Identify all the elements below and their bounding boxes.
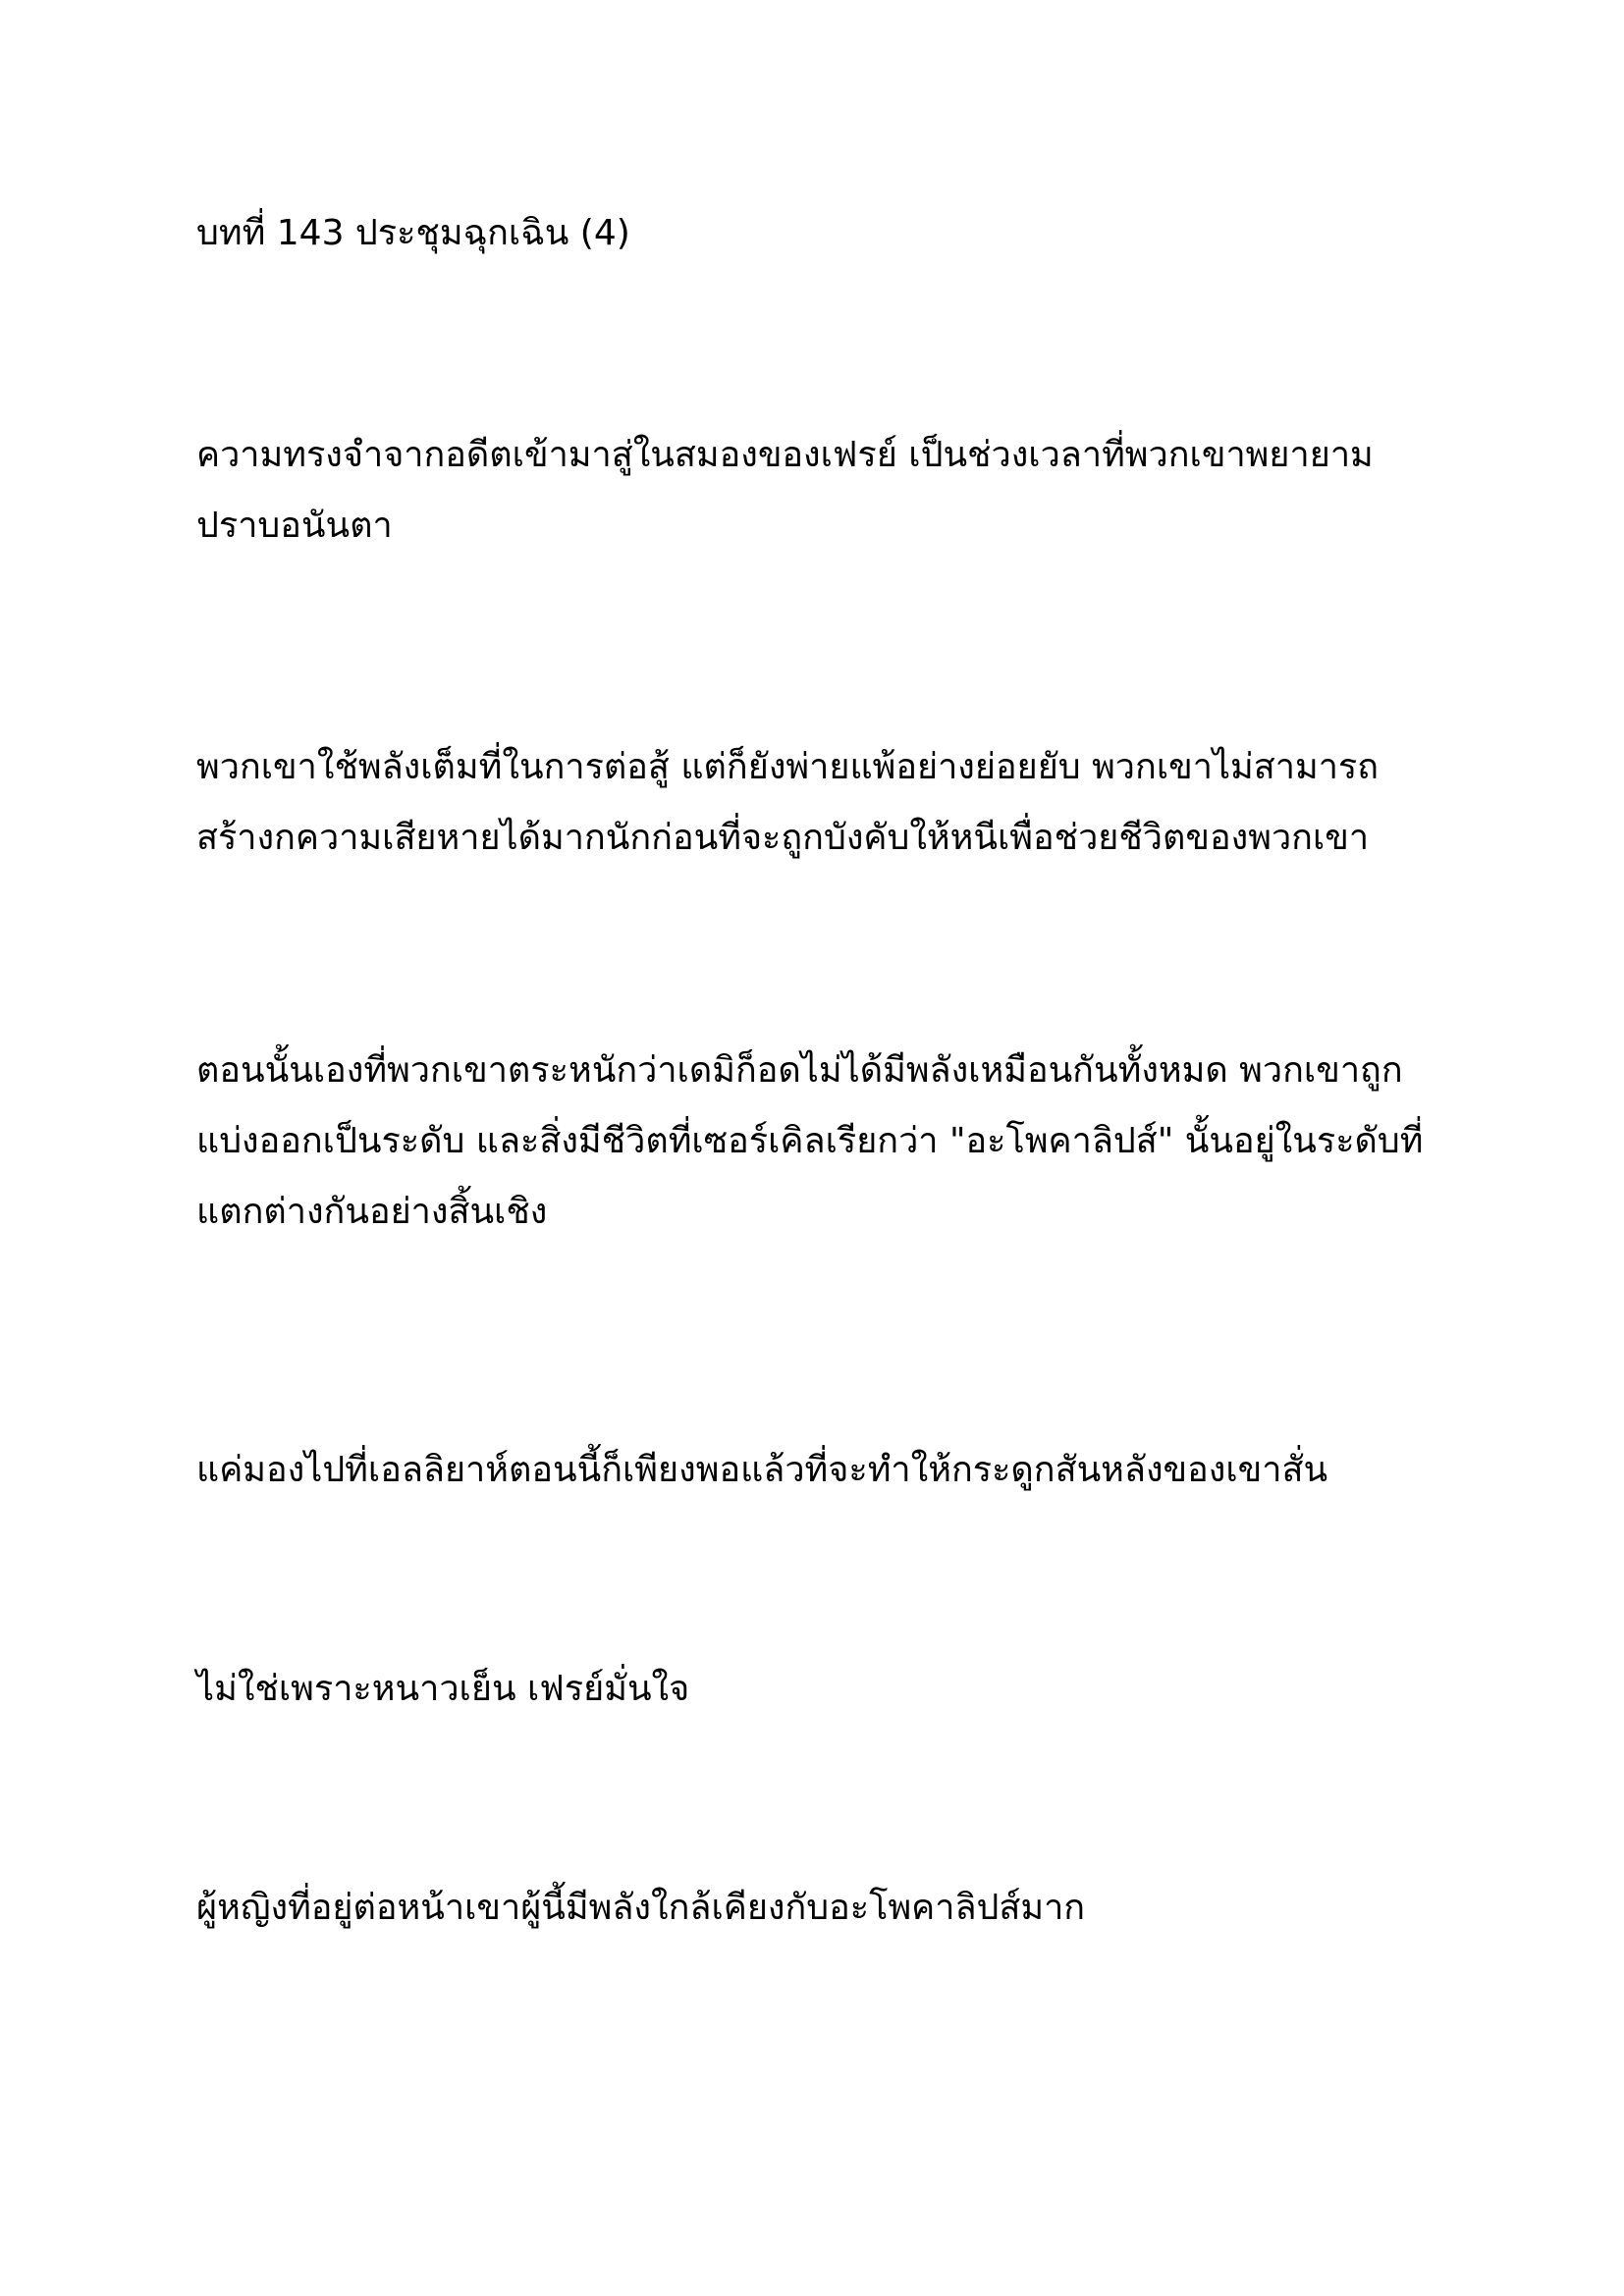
paragraph-5 [196, 1654, 1434, 1725]
paragraph-3 [196, 1036, 1434, 1248]
paragraph-line: ปราบอนันตา [196, 506, 393, 546]
paragraph-4 [196, 1435, 1434, 1506]
paragraph-line: ไม่ใช่เพราะหนาวเย็น เฟรย์มั่นใจ [196, 1669, 690, 1709]
paragraph-line: ผู้หญิงที่อยู่ต่อหน้าเขาผู้นี้มีพลังใกล้เคียงกับอะโพคาลิปส์มาก [196, 1888, 1086, 1928]
paragraph-line: ความทรงจำจากอดีตเข้ามาสู่ในสมองของเฟรย์ เป็นช่วงเวลาที่พวกเขาพยายาม [196, 435, 1374, 475]
chapter-title [196, 198, 1434, 269]
paragraph-line: พวกเขาใช้พลังเต็มที่ในการต่อสู้ แต่ก็ยังพ่ายแพ้อย่างย่อยยับ พวกเขาไม่สามารถ [196, 747, 1380, 787]
paragraph-line: ตอนนั้นเองที่พวกเขาตระหนักว่าเดมิก็อดไม่ได้มีพลังเหมือนกันทั้งหมด พวกเขาถูก [196, 1050, 1403, 1091]
paragraph-1 [196, 420, 1434, 561]
paragraph-line: แตกต่างกันอย่างสิ้นเชิง [196, 1192, 548, 1232]
paragraph-6 [196, 1873, 1434, 1944]
paragraph-line: สร้างกความเสียหายได้มากนักก่อนที่จะถูกบังคับให้หนีเพื่อช่วยชีวิตของพวกเขา [196, 818, 1370, 858]
paragraph-2 [196, 732, 1434, 874]
paragraph-line: แค่มองไปที่เอลลิยาห์ตอนนี้ก็เพียงพอแล้วที่จะทำให้กระดูกสันหลังของเขาสั่น [196, 1450, 1328, 1490]
paragraph-line: แบ่งออกเป็นระดับ และสิ่งมีชีวิตที่เซอร์เคิลเรียกว่า "อะโพคาลิปส์" นั้นอยู่ในระดับที่ [196, 1121, 1424, 1161]
chapter-title-text: บทที่ 143 ประชุมฉุกเฉิน (4) [196, 213, 630, 253]
